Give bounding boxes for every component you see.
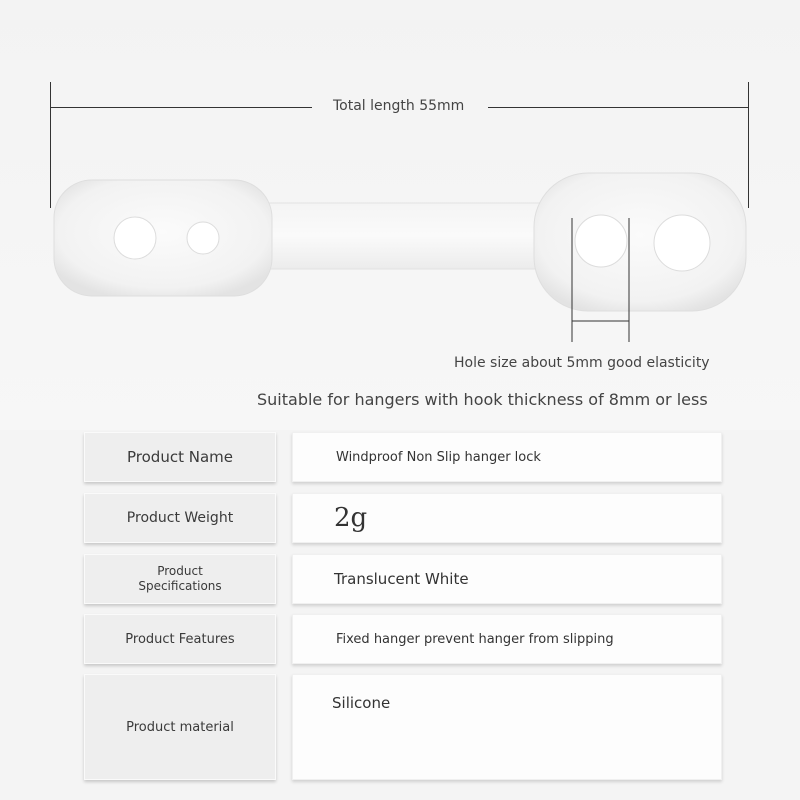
hanger-lock-clip (0, 0, 800, 360)
row-label: Product material (84, 674, 276, 780)
clip-right-pad (534, 173, 746, 311)
hole-size-caption: Hole size about 5mm good elasticity (454, 355, 710, 371)
table-row (82, 432, 724, 482)
left-hole-large (114, 217, 156, 259)
row-label: Product Name (84, 432, 276, 482)
clip-strap (250, 203, 560, 269)
product-name-value: Windproof Non Slip hanger lock (336, 449, 541, 465)
table-row (82, 554, 724, 604)
total-length-label: Total length 55mm (333, 98, 465, 114)
row-label: Product Features (84, 614, 276, 664)
row-value (292, 493, 722, 543)
table-row (82, 674, 724, 780)
row-label: Product Specifications (84, 554, 276, 604)
suitability-caption: Suitable for hangers with hook thickness of 8mm or less (257, 390, 708, 409)
product-specifications-value: Translucent White (334, 570, 469, 588)
table-row (82, 614, 724, 664)
row-value (292, 432, 722, 482)
table-row (82, 493, 724, 543)
row-value (292, 614, 722, 664)
row-value (292, 674, 722, 780)
product-info-table (82, 430, 724, 800)
right-hole-1 (575, 215, 627, 267)
product-material-value: Silicone (332, 694, 391, 712)
product-features-value: Fixed hanger prevent hanger from slipping (336, 631, 614, 647)
product-weight-value: 2g (334, 503, 368, 533)
row-value (292, 554, 722, 604)
row-label: Product Weight (84, 493, 276, 543)
left-hole-small (187, 222, 219, 254)
clip-left-pad (54, 180, 272, 296)
right-hole-2 (654, 215, 710, 271)
